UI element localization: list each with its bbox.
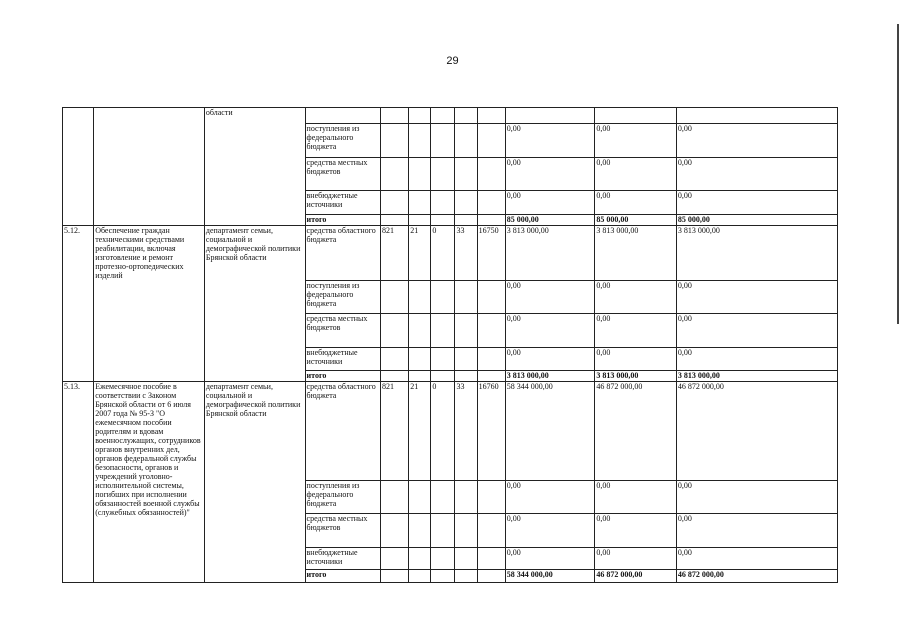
- total-value-cell: 3 813 000,00: [595, 371, 677, 382]
- executor-cell: департамент семьи, социальной и демографической политики Брянской области: [204, 226, 305, 382]
- total-value-cell: 58 344 000,00: [505, 570, 595, 583]
- value-cell: 3 813 000,00: [595, 226, 677, 281]
- value-cell: 0,00: [676, 124, 837, 158]
- value-cell: [505, 108, 595, 124]
- value-cell: 46 872 000,00: [595, 382, 677, 481]
- value-cell: 0,00: [676, 314, 837, 348]
- value-cell: 3 813 000,00: [505, 226, 595, 281]
- code-cell: 21: [409, 382, 431, 481]
- value-cell: 0,00: [595, 314, 677, 348]
- item-number-cell: [63, 108, 94, 226]
- item-name-cell: Ежемесячное пособие в соответствии с Законом Брянской области от 6 июля 2007 года № 95-З "О ежемесячном пособии родителям и вдовам военнослужащих, сотрудников органов внутренних дел, органов федеральной службы безопасности, органов и учреждений уголовно-исполнительной системы, погибших при исполнении обязанностей военной службы (служебных обязанностей)": [94, 382, 205, 583]
- value-cell: 0,00: [595, 281, 677, 314]
- value-cell: 0,00: [505, 191, 595, 215]
- code-cell: 16760: [477, 382, 505, 481]
- source-cell: внебюджетные источники: [305, 548, 380, 570]
- source-cell: [305, 108, 380, 124]
- value-cell: 0,00: [676, 348, 837, 371]
- source-cell: средства местных бюджетов: [305, 158, 380, 191]
- total-value-cell: 85 000,00: [676, 215, 837, 226]
- value-cell: 0,00: [595, 191, 677, 215]
- total-value-cell: 85 000,00: [505, 215, 595, 226]
- code-cell: 821: [381, 382, 409, 481]
- code-cell: 33: [455, 226, 477, 281]
- total-value-cell: 85 000,00: [595, 215, 677, 226]
- total-label-cell: итого: [305, 371, 380, 382]
- executor-cell: департамент семьи, социальной и демографической политики Брянской области: [204, 382, 305, 583]
- code-cell: 33: [455, 382, 477, 481]
- code-cell: 821: [381, 226, 409, 281]
- value-cell: 0,00: [505, 314, 595, 348]
- total-label-cell: итого: [305, 570, 380, 583]
- value-cell: 0,00: [505, 548, 595, 570]
- table-row: [63, 108, 838, 124]
- value-cell: 0,00: [676, 191, 837, 215]
- scan-edge-line: [897, 24, 899, 324]
- source-cell: средства местных бюджетов: [305, 514, 380, 548]
- source-cell: средства областного бюджета: [305, 226, 380, 281]
- total-value-cell: 46 872 000,00: [595, 570, 677, 583]
- value-cell: 0,00: [505, 514, 595, 548]
- value-cell: 0,00: [676, 158, 837, 191]
- value-cell: 0,00: [676, 514, 837, 548]
- source-cell: внебюджетные источники: [305, 191, 380, 215]
- value-cell: [595, 108, 677, 124]
- executor-cell: области: [204, 108, 305, 226]
- source-cell: поступления из федерального бюджета: [305, 281, 380, 314]
- value-cell: [676, 108, 837, 124]
- code-cell: 0: [431, 226, 455, 281]
- value-cell: 0,00: [505, 481, 595, 514]
- value-cell: 0,00: [595, 124, 677, 158]
- total-value-cell: 46 872 000,00: [676, 570, 837, 583]
- value-cell: 0,00: [676, 481, 837, 514]
- budget-table: [62, 107, 838, 583]
- table-row: [63, 226, 838, 281]
- source-cell: внебюджетные источники: [305, 348, 380, 371]
- value-cell: 3 813 000,00: [676, 226, 837, 281]
- value-cell: 0,00: [595, 481, 677, 514]
- value-cell: 0,00: [505, 281, 595, 314]
- code-cell: 21: [409, 226, 431, 281]
- item-number-cell: 5.12.: [63, 226, 94, 382]
- item-name-cell: Обеспечение граждан техническими средствами реабилитации, включая изготовление и ремонт протезно-ортопедических изделий: [94, 226, 205, 382]
- total-label-cell: итого: [305, 215, 380, 226]
- value-cell: 0,00: [505, 124, 595, 158]
- value-cell: 46 872 000,00: [676, 382, 837, 481]
- value-cell: 0,00: [595, 158, 677, 191]
- source-cell: средства областного бюджета: [305, 382, 380, 481]
- source-cell: поступления из федерального бюджета: [305, 481, 380, 514]
- total-value-cell: 3 813 000,00: [505, 371, 595, 382]
- value-cell: 0,00: [676, 281, 837, 314]
- item-name-cell: [94, 108, 205, 226]
- value-cell: 58 344 000,00: [505, 382, 595, 481]
- source-cell: средства местных бюджетов: [305, 314, 380, 348]
- value-cell: 0,00: [595, 548, 677, 570]
- value-cell: 0,00: [595, 514, 677, 548]
- value-cell: 0,00: [595, 348, 677, 371]
- page-number: 29: [446, 55, 459, 67]
- value-cell: 0,00: [505, 158, 595, 191]
- value-cell: 0,00: [676, 548, 837, 570]
- table-row: [63, 382, 838, 481]
- code-cell: 16750: [477, 226, 505, 281]
- item-number-cell: 5.13.: [63, 382, 94, 583]
- value-cell: 0,00: [505, 348, 595, 371]
- total-value-cell: 3 813 000,00: [676, 371, 837, 382]
- code-cell: 0: [431, 382, 455, 481]
- source-cell: поступления из федерального бюджета: [305, 124, 380, 158]
